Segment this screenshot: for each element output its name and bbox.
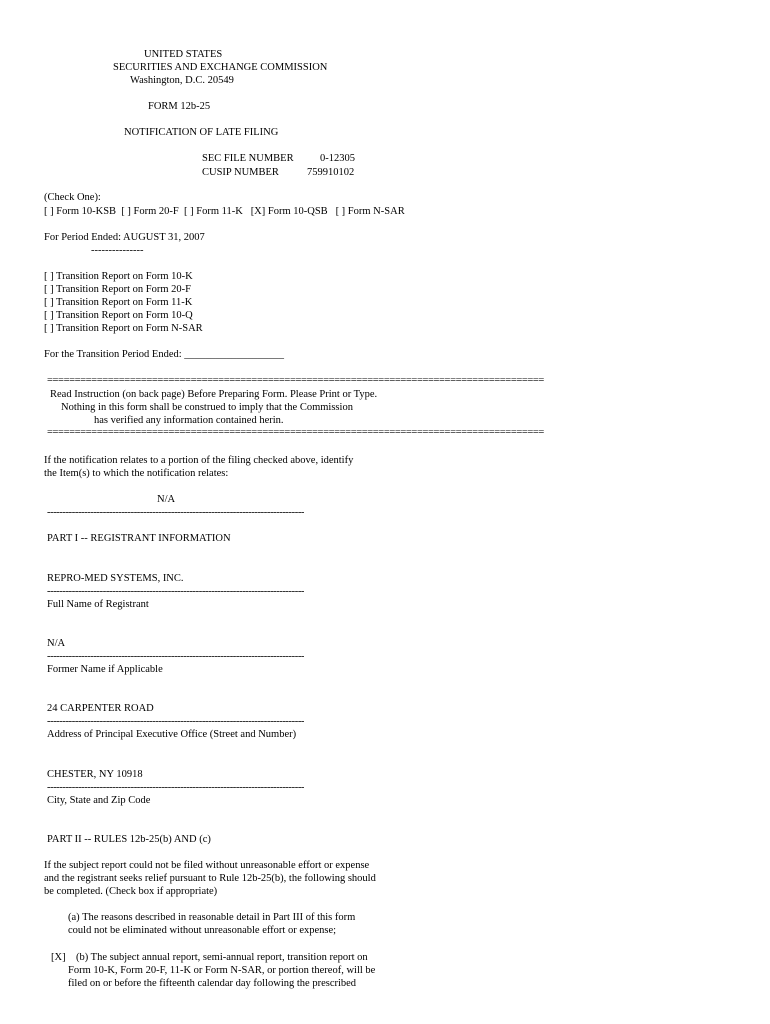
part2-b-line-2: Form 10-K, Form 20-F, 11-K or Form N-SAR, or portion thereof, will be [68, 965, 376, 976]
instruction-line-1: Read Instruction (on back page) Before Preparing Form. Please Print or Type. [50, 389, 378, 400]
registrant-name-label: Full Name of Registrant [47, 599, 149, 610]
agency-line-2: SECURITIES AND EXCHANGE COMMISSION [113, 62, 328, 73]
check-one-options: [ ] Form 10-KSB [ ] Form 20-F [ ] Form 11-K [X] Form 10-QSB [ ] Form N-SAR [44, 206, 405, 217]
former-name: N/A [47, 638, 66, 649]
transition-report-11k: [ ] Transition Report on Form 11-K [44, 297, 193, 308]
transition-report-20f: [ ] Transition Report on Form 20-F [44, 284, 192, 295]
part1-title: PART I -- REGISTRANT INFORMATION [47, 533, 231, 544]
transition-report-10q: [ ] Transition Report on Form 10-Q [44, 310, 193, 321]
dash-rule: ----------------------------------------------------------------------------------- [47, 586, 305, 597]
part2-intro-3: be completed. (Check box if appropriate) [44, 886, 218, 897]
address: 24 CARPENTER ROAD [47, 703, 154, 714]
notification-title: NOTIFICATION OF LATE FILING [124, 127, 279, 138]
portion-value: N/A [157, 494, 176, 505]
part2-a-line-2: could not be eliminated without unreasonable effort or expense; [68, 925, 337, 936]
period-ended: For Period Ended: AUGUST 31, 2007 [44, 232, 205, 243]
city-label: City, State and Zip Code [47, 795, 151, 806]
portion-line-2: the Item(s) to which the notification relates: [44, 468, 229, 479]
instruction-line-3: has verified any information contained herin. [94, 415, 284, 426]
registrant-name: REPRO-MED SYSTEMS, INC. [47, 573, 184, 584]
cusip-value: 759910102 [307, 167, 355, 178]
equals-rule-top: ========================================================================================== [47, 375, 544, 386]
part2-intro-1: If the subject report could not be filed without unreasonable effort or expense [44, 860, 370, 871]
city-state-zip: CHESTER, NY 10918 [47, 769, 143, 780]
period-underline: --------------- [91, 245, 144, 256]
transition-report-10k: [ ] Transition Report on Form 10-K [44, 271, 193, 282]
address-label: Address of Principal Executive Office (Street and Number) [47, 729, 297, 740]
part2-b-checkbox: [X] [51, 952, 66, 963]
sec-file-value: 0-12305 [320, 153, 355, 164]
check-one-label: (Check One): [44, 192, 101, 203]
cusip-label: CUSIP NUMBER [202, 167, 279, 178]
former-name-label: Former Name if Applicable [47, 664, 163, 675]
transition-period: For the Transition Period Ended: ___________________ [44, 349, 285, 360]
sec-file-label: SEC FILE NUMBER [202, 153, 294, 164]
portion-line-1: If the notification relates to a portion of the filing checked above, identify [44, 455, 354, 466]
part2-b-line-3: filed on or before the fifteenth calendar day following the prescribed [68, 978, 357, 989]
form-title: FORM 12b-25 [148, 101, 211, 112]
agency-line-1: UNITED STATES [144, 49, 223, 60]
part2-title: PART II -- RULES 12b-25(b) AND (c) [47, 834, 211, 845]
part2-a-line-1: (a) The reasons described in reasonable detail in Part III of this form [68, 912, 356, 923]
dash-rule: ----------------------------------------------------------------------------------- [47, 507, 305, 518]
dash-rule: ----------------------------------------------------------------------------------- [47, 716, 305, 727]
dash-rule: ----------------------------------------------------------------------------------- [47, 782, 305, 793]
transition-report-nsar: [ ] Transition Report on Form N-SAR [44, 323, 203, 334]
part2-intro-2: and the registrant seeks relief pursuant to Rule 12b-25(b), the following should [44, 873, 376, 884]
dash-rule: ----------------------------------------------------------------------------------- [47, 651, 305, 662]
agency-line-3: Washington, D.C. 20549 [130, 75, 234, 86]
equals-rule-bottom: ========================================================================================== [47, 427, 544, 438]
instruction-line-2: Nothing in this form shall be construed to imply that the Commission [61, 402, 353, 413]
part2-b-line-1: (b) The subject annual report, semi-annual report, transition report on [76, 952, 368, 963]
